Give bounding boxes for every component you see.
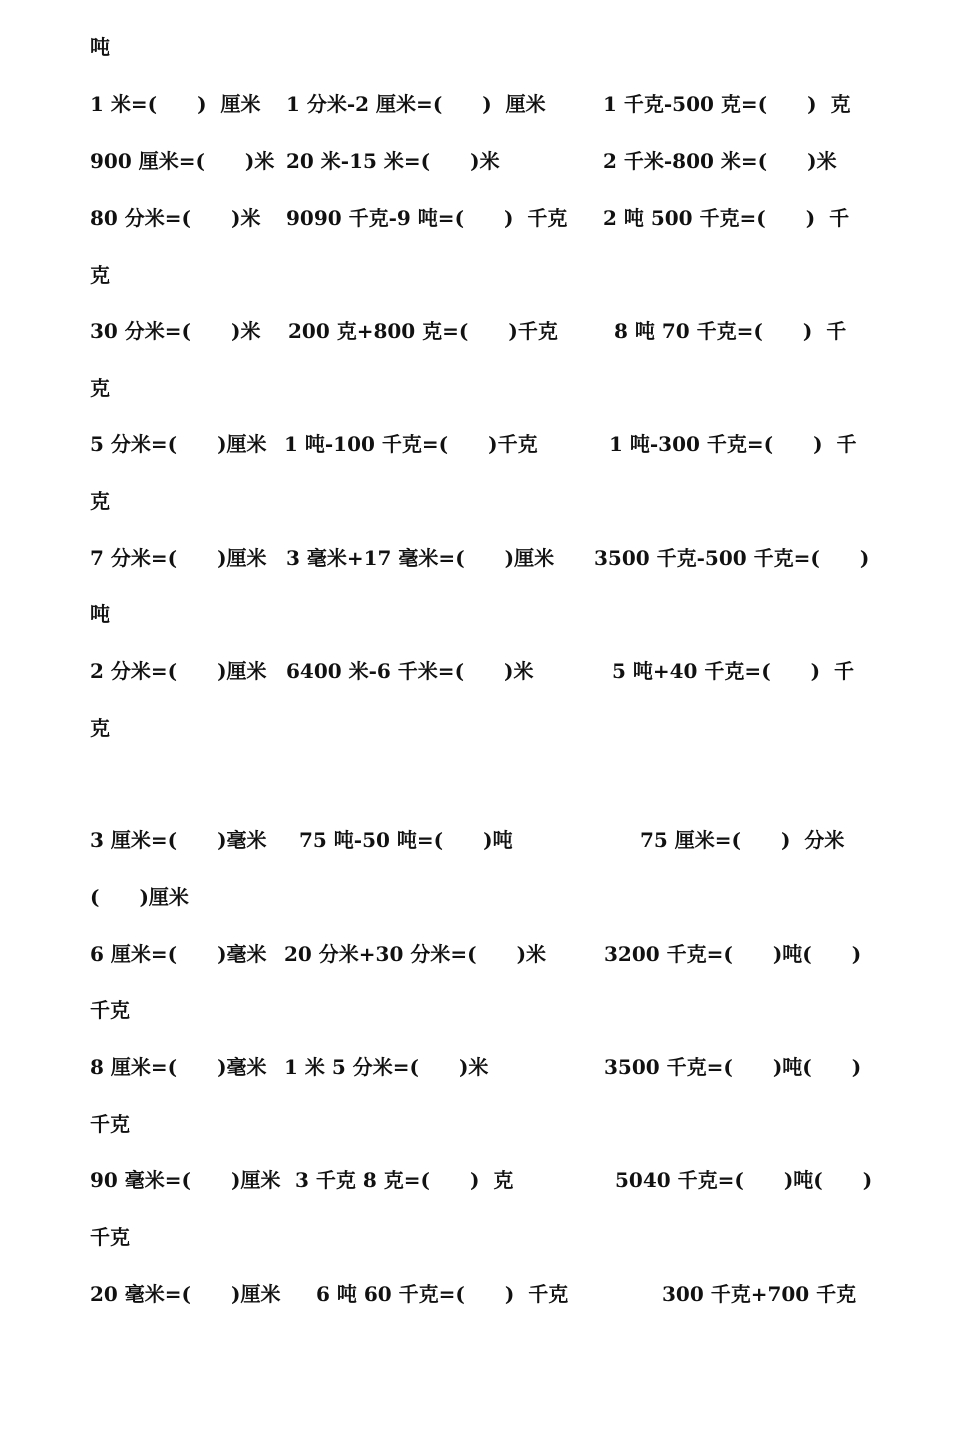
problem-col-1: 8 厘米=( )毫米 [90, 1055, 267, 1079]
problem-col-1: 5 分米=( )厘米 [90, 432, 267, 456]
line-14 [0, 823, 953, 857]
problem-col-1: 1 米=( ) 厘米 [90, 92, 261, 116]
line-22 [0, 1277, 953, 1311]
line-12 [0, 654, 953, 688]
problem-col-3: 1 吨-300 千克=( ) 千 [609, 432, 857, 456]
wrapped-unit: 克 [90, 489, 110, 513]
line-5 [0, 258, 953, 292]
line-21 [0, 1220, 953, 1254]
problem-col-1: 20 毫米=( )厘米 [90, 1282, 281, 1306]
problem-col-2: 20 分米+30 分米=( )米 [284, 942, 547, 966]
line-6 [0, 314, 953, 348]
wrapped-unit: 千克 [90, 1225, 130, 1249]
line-15 [0, 880, 953, 914]
line-1 [0, 30, 953, 64]
problem-col-1: 7 分米=( )厘米 [90, 546, 267, 570]
problem-col-3: 3500 千克-500 千克=( ) [594, 546, 870, 570]
wrapped-unit: ( )厘米 [90, 885, 189, 909]
problem-col-2: 6 吨 60 千克=( ) 千克 [316, 1282, 569, 1306]
problem-col-1: 30 分米=( )米 [90, 319, 261, 343]
line-7 [0, 371, 953, 405]
problem-col-3: 2 吨 500 千克=( ) 千 [603, 206, 850, 230]
problem-col-3: 8 吨 70 千克=( ) 千 [614, 319, 847, 343]
wrapped-unit: 吨 [90, 35, 110, 59]
problem-col-2: 1 吨-100 千克=( )千克 [284, 432, 538, 456]
problem-col-1: 900 厘米=( )米 [90, 149, 275, 173]
problem-col-3: 1 千克-500 克=( ) 克 [603, 92, 851, 116]
line-16 [0, 937, 953, 971]
problem-col-3: 5040 千克=( )吨( ) [615, 1168, 873, 1192]
problem-col-3: 75 厘米=( ) 分米 [640, 828, 845, 852]
problem-col-1: 6 厘米=( )毫米 [90, 942, 267, 966]
line-2 [0, 87, 953, 121]
problem-col-1: 80 分米=( )米 [90, 206, 261, 230]
line-18 [0, 1050, 953, 1084]
problem-col-2: 3 毫米+17 毫米=( )厘米 [286, 546, 555, 570]
line-19 [0, 1107, 953, 1141]
wrapped-unit: 克 [90, 376, 110, 400]
problem-col-2: 200 克+800 克=( )千克 [288, 319, 558, 343]
problem-col-2: 6400 米-6 千米=( )米 [286, 659, 534, 683]
problem-col-2: 9090 千克-9 吨=( ) 千克 [286, 206, 568, 230]
wrapped-unit: 千克 [90, 998, 130, 1022]
problem-col-2: 3 千克 8 克=( ) 克 [295, 1168, 514, 1192]
problem-col-2: 1 分米-2 厘米=( ) 厘米 [286, 92, 546, 116]
wrapped-unit: 克 [90, 263, 110, 287]
wrapped-unit: 千克 [90, 1112, 130, 1136]
line-11 [0, 597, 953, 631]
problem-col-2: 20 米-15 米=( )米 [286, 149, 500, 173]
problem-col-1: 90 毫米=( )厘米 [90, 1168, 281, 1192]
problem-col-3: 300 千克+700 千克 [662, 1282, 857, 1306]
line-8 [0, 427, 953, 461]
line-10 [0, 541, 953, 575]
wrapped-unit: 克 [90, 716, 110, 740]
line-13 [0, 711, 953, 745]
problem-col-2: 1 米 5 分米=( )米 [284, 1055, 489, 1079]
problem-col-3: 3500 千克=( )吨( ) [604, 1055, 862, 1079]
problem-col-1: 2 分米=( )厘米 [90, 659, 267, 683]
problem-col-1: 3 厘米=( )毫米 [90, 828, 267, 852]
line-4 [0, 201, 953, 235]
line-3 [0, 144, 953, 178]
line-20 [0, 1163, 953, 1197]
problem-col-2: 75 吨-50 吨=( )吨 [299, 828, 513, 852]
line-17 [0, 993, 953, 1027]
wrapped-unit: 吨 [90, 602, 110, 626]
problem-col-3: 5 吨+40 千克=( ) 千 [612, 659, 855, 683]
problem-col-3: 3200 千克=( )吨( ) [604, 942, 862, 966]
problem-col-3: 2 千米-800 米=( )米 [603, 149, 837, 173]
line-9 [0, 484, 953, 518]
